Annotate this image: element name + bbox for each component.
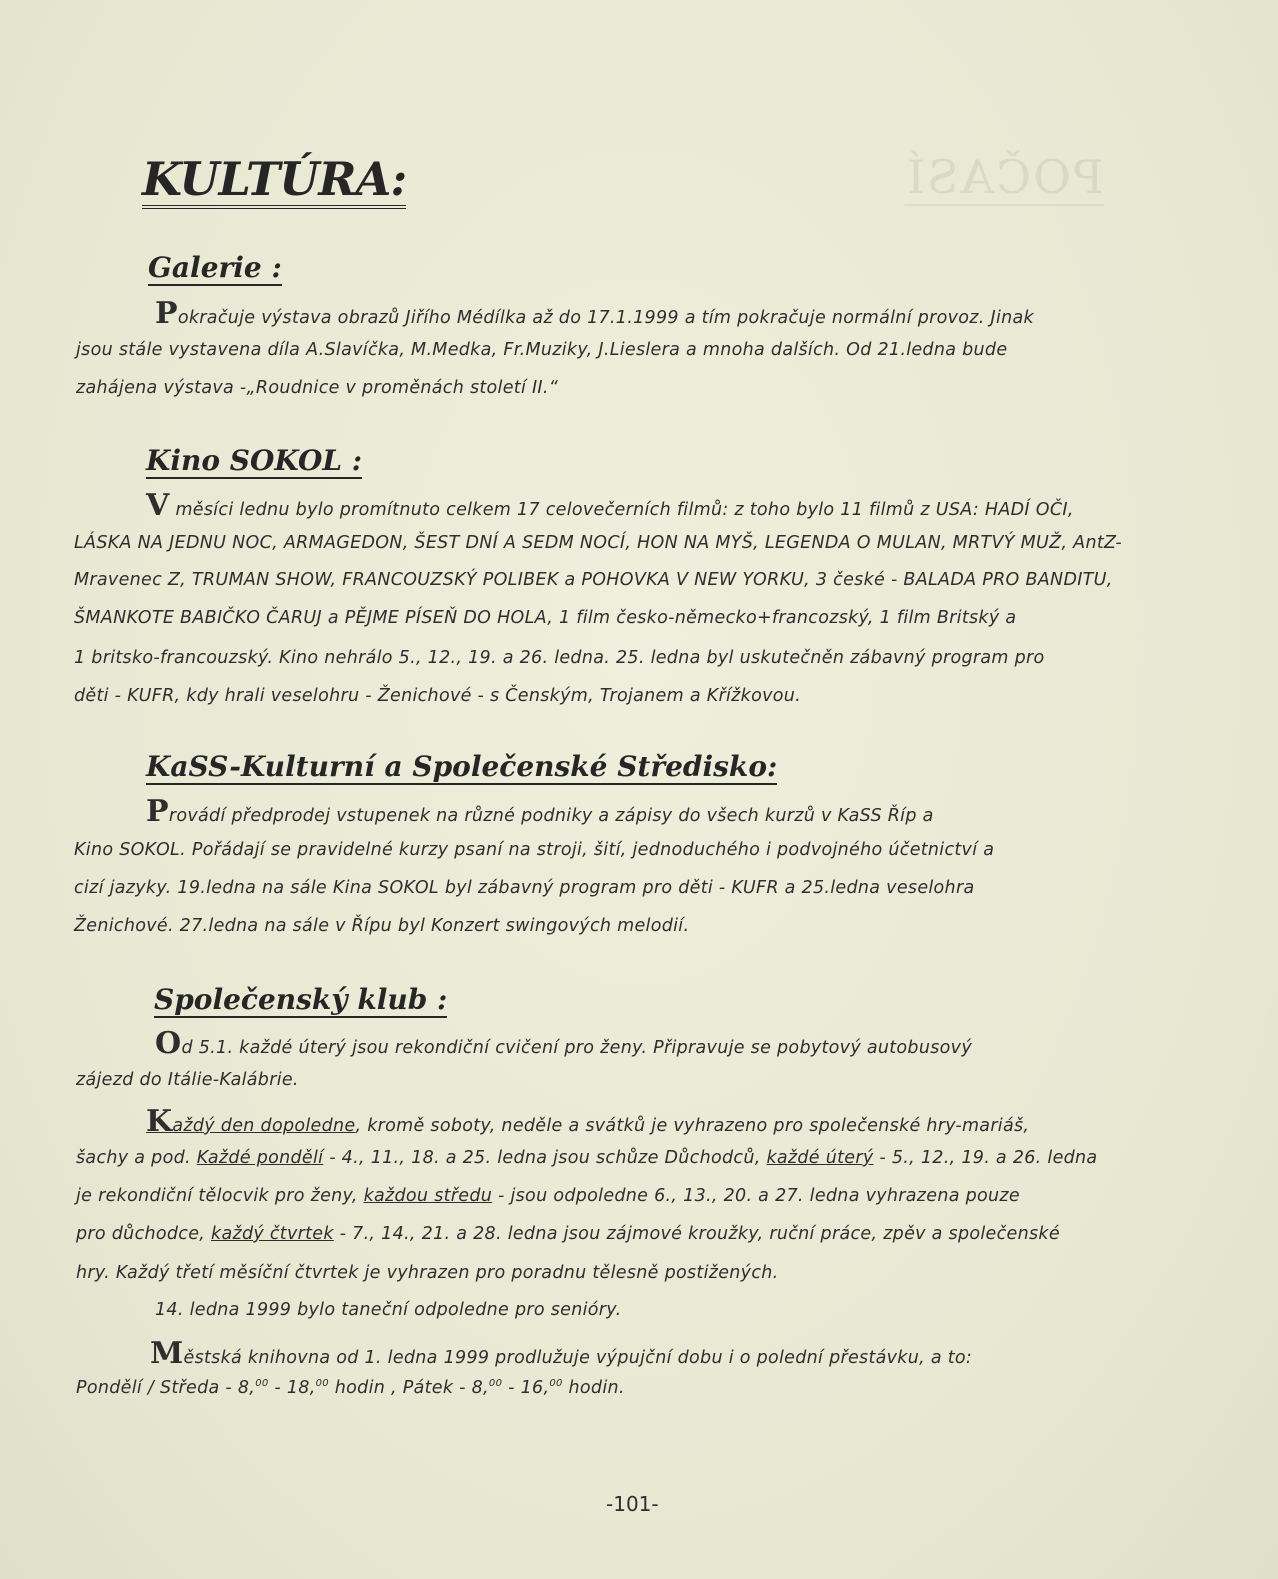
text: je rekondiční tělocvik pro ženy, xyxy=(76,1186,364,1206)
text: ěstská knihovna od 1. ledna 1999 prodlužuje výpujční dobu i o polední přestávku, a to: xyxy=(183,1348,973,1368)
text: šachy a pod. xyxy=(76,1148,197,1168)
drop-initial: V xyxy=(146,488,170,523)
galerie-line-2: jsou stále vystavena díla A.Slavíčka, M.Medka, Fr.Muziky, J.Lieslera a mnoha dalších. Od 21.ledna bude xyxy=(76,340,1008,360)
heading-kass: KaSS-Kulturní a Společenské Středisko: xyxy=(146,750,778,783)
text: hodin , Pátek - 8, xyxy=(328,1378,489,1398)
underlined-phrase: každý čtvrtek xyxy=(211,1224,334,1244)
klub-line-1 xyxy=(155,1026,972,1061)
klub-p2-line-5: hry. Každý třetí měsíční čtvrtek je vyhrazen pro poradnu tělesně postižených. xyxy=(76,1263,779,1283)
text: - 4., 11., 18. a 25. ledna jsou schůze Důchodců, xyxy=(323,1148,767,1168)
text: měsíci lednu bylo promítnuto celkem 17 celovečerních filmů: z toho bylo 11 filmů z USA: HADÍ OČI, xyxy=(169,500,1074,520)
page-title: KULTÚRA: xyxy=(142,155,406,209)
kass-line-2: Kino SOKOL. Pořádají se pravidelné kurzy psaní na stroji, šití, jednoduchého i podvojného účetnictví a xyxy=(74,840,995,860)
heading-galerie: Galerie : xyxy=(148,251,282,284)
text: d 5.1. každé úterý jsou rekondiční cvičení pro ženy. Připravuje se pobytový autobusový xyxy=(181,1038,972,1058)
kass-line-1 xyxy=(146,794,934,829)
text: - 18, xyxy=(268,1378,316,1398)
text: hodin. xyxy=(562,1378,625,1398)
kino-line-4: ŠMANKOTE BABIČKO ČARUJ a PĚJME PÍSEŇ DO HOLA, 1 film česko-německo+francozský, 1 film Britský a xyxy=(74,608,1017,628)
klub-p2-line-3 xyxy=(76,1186,1020,1206)
kino-line-5: 1 britsko-francouzský. Kino nehrálo 5., 12., 19. a 26. ledna. 25. ledna byl uskutečněn zábavný program pro xyxy=(74,648,1045,668)
superscript: 00 xyxy=(315,1378,329,1390)
heading-kino-sokol: Kino SOKOL : xyxy=(146,444,363,477)
text: pro důchodce, xyxy=(76,1224,212,1244)
klub-line-2: zájezd do Itálie-Kalábrie. xyxy=(76,1070,299,1090)
text: - 16, xyxy=(502,1378,550,1398)
underlined-phrase: každou středu xyxy=(363,1186,493,1206)
page-number: -101- xyxy=(606,1492,659,1516)
klub-p2-line-2 xyxy=(76,1148,1097,1168)
klub-p3-line: 14. ledna 1999 bylo taneční odpoledne pro senióry. xyxy=(155,1300,622,1320)
kass-line-4: Ženichové. 27.ledna na sále v Řípu byl Konzert swingových melodií. xyxy=(74,916,690,936)
text: , kromě soboty, neděle a svátků je vyhrazeno pro společenské hry-mariáš, xyxy=(355,1116,1030,1136)
text: aždý den dopoledne xyxy=(172,1116,356,1136)
superscript: 00 xyxy=(255,1378,269,1390)
knihovna-line-2 xyxy=(76,1378,625,1398)
kino-line-1 xyxy=(146,488,1074,523)
drop-initial: P xyxy=(146,794,169,829)
drop-initial: P xyxy=(155,296,178,331)
text: - 5., 12., 19. a 26. ledna xyxy=(873,1148,1098,1168)
klub-p2-line-4 xyxy=(76,1224,1060,1244)
kass-line-3: cizí jazyky. 19.ledna na sále Kina SOKOL byl zábavný program pro děti - KUFR a 25.ledna veselohra xyxy=(74,878,975,898)
text: - 7., 14., 21. a 28. ledna jsou zájmové kroužky, ruční práce, zpěv a společenské xyxy=(333,1224,1060,1244)
knihovna-line-1 xyxy=(150,1336,972,1371)
kino-line-2: LÁSKA NA JEDNU NOC, ARMAGEDON, ŠEST DNÍ A SEDM NOCÍ, HON NA MYŠ, LEGENDA O MULAN, MRTVÝ MUŽ, AntZ- xyxy=(74,533,1123,553)
drop-initial: K xyxy=(146,1104,173,1139)
superscript: 00 xyxy=(549,1378,563,1390)
galerie-line-1 xyxy=(155,296,1034,331)
bleed-through-text: POČASÍ xyxy=(905,150,1104,204)
text: rovádí předprodej vstupenek na různé podniky a zápisy do všech kurzů v KaSS Říp a xyxy=(168,806,934,826)
text: - jsou odpoledne 6., 13., 20. a 27. ledna vyhrazena pouze xyxy=(492,1186,1020,1206)
drop-initial: M xyxy=(150,1336,184,1371)
text: okračuje výstava obrazů Jiřího Médílka až do 17.1.1999 a tím pokračuje normální provoz. Jinak xyxy=(177,308,1034,328)
galerie-line-3: zahájena výstava -„Roudnice v proměnách století II.“ xyxy=(76,378,559,398)
klub-p2-line-1 xyxy=(146,1104,1029,1139)
heading-spolecensky-klub: Společenský klub : xyxy=(154,983,448,1016)
text: Pondělí / Středa - 8, xyxy=(76,1378,256,1398)
underlined-phrase xyxy=(146,1104,356,1139)
kino-line-3: Mravenec Z, TRUMAN SHOW, FRANCOUZSKÝ POLIBEK a POHOVKA V NEW YORKU, 3 české - BALADA PRO BANDITU, xyxy=(74,570,1113,590)
superscript: 00 xyxy=(488,1378,503,1390)
underlined-phrase: Každé pondělí xyxy=(196,1148,324,1168)
underlined-phrase: každé úterý xyxy=(766,1148,874,1168)
kino-line-6: děti - KUFR, kdy hrali veselohru - Ženichové - s Čenským, Trojanem a Křížkovou. xyxy=(74,686,801,706)
drop-initial: O xyxy=(155,1026,182,1061)
